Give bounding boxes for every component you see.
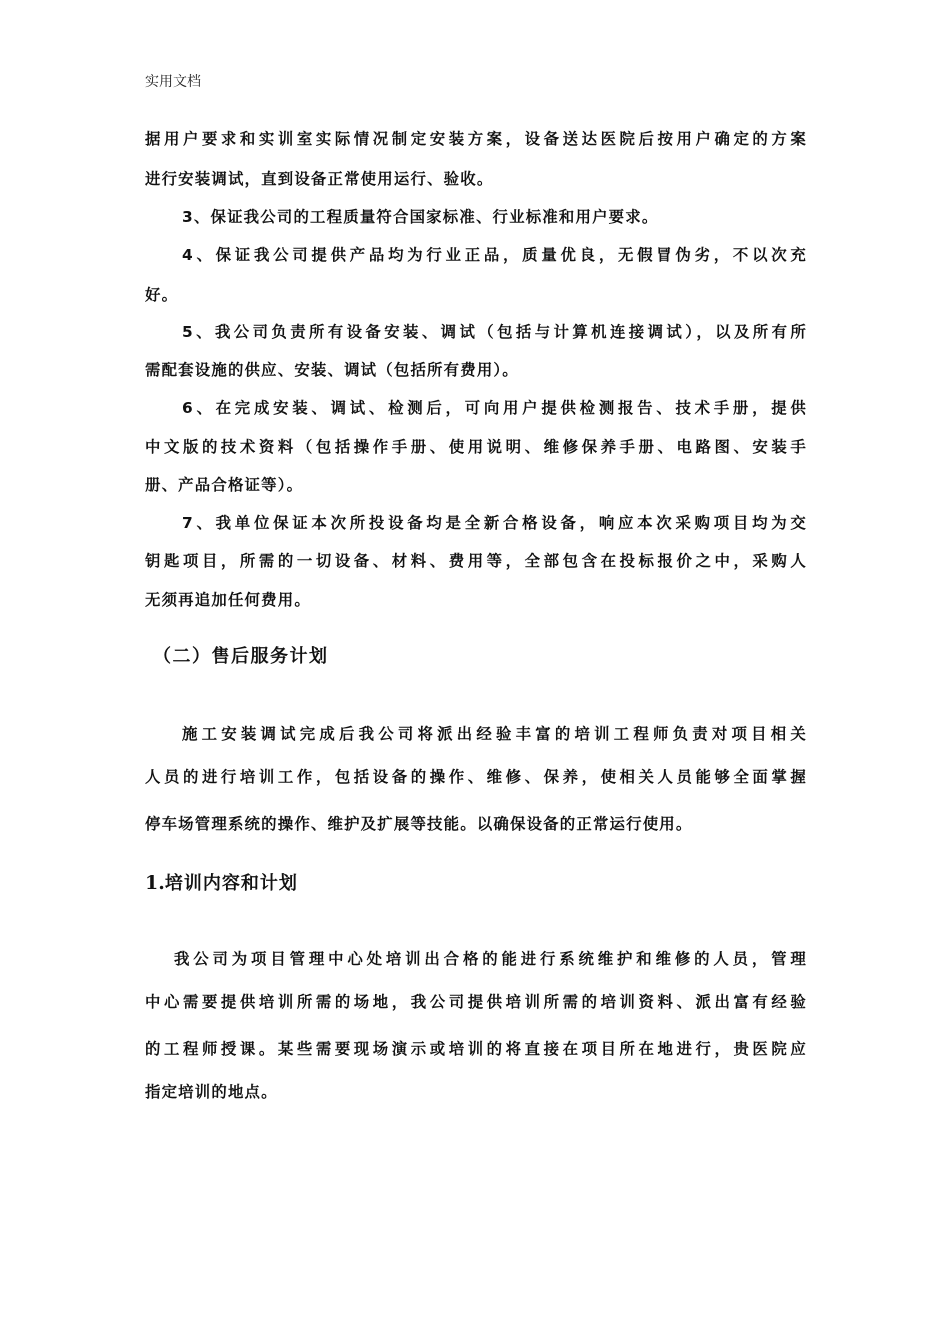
text-line: 中文版的技术资料（包括操作手册、使用说明、维修保养手册、电路图、安装手 [145, 438, 807, 456]
paragraph-line: 指定培训的地点。 [145, 1083, 278, 1101]
list-item-7: 7、我单位保证本次所投设备均是全新合格设备，响应本次采购项目均为交 [182, 514, 807, 532]
list-item-6: 6、在完成安装、调试、检测后，可向用户提供检测报告、技术手册，提供 [182, 399, 807, 417]
text-line: 据用户要求和实训室实际情况制定安装方案，设备送达医院后按用户确定的方案 [145, 130, 807, 148]
paragraph-line: 人员的进行培训工作，包括设备的操作、维修、保养，使相关人员能够全面掌握 [145, 768, 807, 786]
text-line: 需配套设施的供应、安装、调试（包括所有费用）。 [145, 361, 519, 379]
subsection-heading [145, 869, 298, 895]
list-item-5: 5、我公司负责所有设备安装、调试（包括与计算机连接调试），以及所有所 [182, 323, 807, 341]
list-item-4: 4、保证我公司提供产品均为行业正品，质量优良，无假冒伪劣，不以次充 [182, 246, 807, 264]
paragraph-line: 的工程师授课。某些需要现场演示或培训的将直接在项目所在地进行，贵医院应 [145, 1040, 807, 1058]
text-line: 好。 [145, 286, 179, 304]
paragraph-line: 我公司为项目管理中心处培训出合格的能进行系统维护和维修的人员，管理 [174, 950, 807, 968]
text-line: 钥匙项目，所需的一切设备、材料、费用等，全部包含在投标报价之中，采购人 [145, 552, 807, 570]
paragraph-line: 施工安装调试完成后我公司将派出经验丰富的培训工程师负责对项目相关 [182, 725, 807, 743]
subsection-number: 1. [145, 872, 165, 894]
text-line: 进行安装调试，直到设备正常使用运行、验收。 [145, 170, 494, 188]
paragraph-line: 中心需要提供培训所需的场地，我公司提供培训所需的培训资料、派出富有经验 [145, 993, 807, 1011]
section-heading: （二）售后服务计划 [153, 646, 329, 667]
subsection-title: 培训内容和计划 [164, 873, 298, 894]
list-item-3: 3、保证我公司的工程质量符合国家标准、行业标准和用户要求。 [182, 208, 659, 226]
text-line: 册、产品合格证等）。 [145, 476, 304, 494]
paragraph-line: 停车场管理系统的操作、维护及扩展等技能。以确保设备的正常运行使用。 [145, 815, 693, 833]
page-header: 实用文档 [145, 74, 201, 90]
text-line: 无须再追加任何费用。 [145, 591, 311, 609]
